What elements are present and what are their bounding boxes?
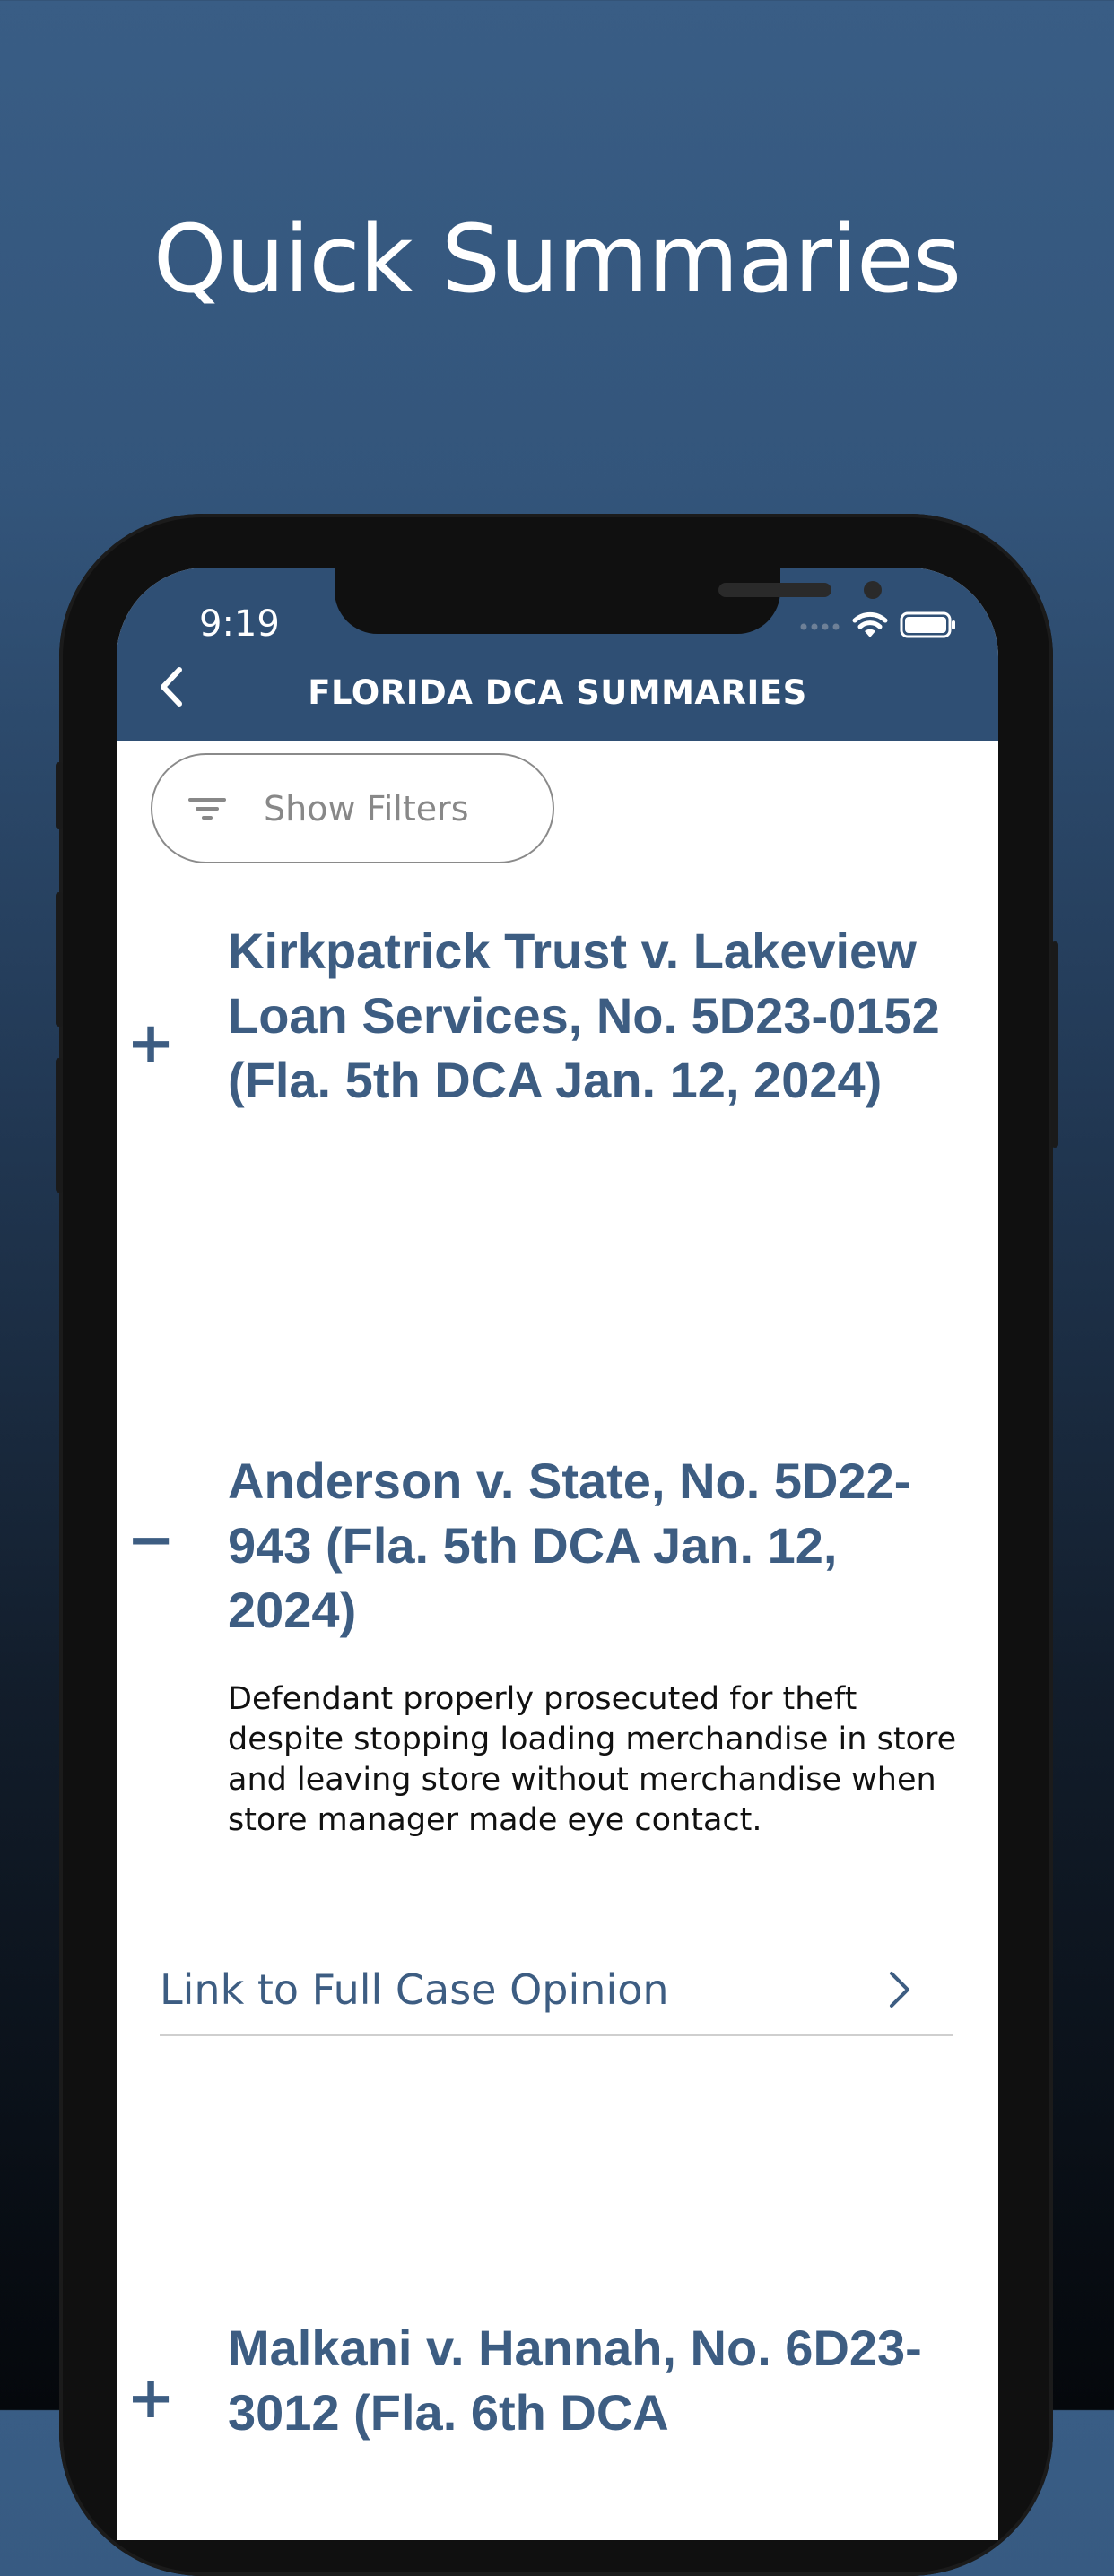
phone-volume-down	[56, 1058, 63, 1193]
wifi-icon	[851, 611, 889, 639]
status-time: 9:19	[199, 603, 280, 645]
front-camera	[864, 581, 882, 599]
case-title[interactable]: Anderson v. State, No. 5D22-943 (Fla. 5th DCA Jan. 12, 2024)	[228, 1453, 911, 1638]
opinion-link-label: Link to Full Case Opinion	[160, 1965, 669, 2014]
expand-toggle[interactable]: +	[126, 1010, 175, 1077]
show-filters-label: Show Filters	[264, 788, 469, 828]
battery-icon	[900, 611, 957, 639]
phone-power-button	[1051, 941, 1058, 1148]
case-summary: Defendant properly prosecuted for theft despite stopping loading merchandise in store and leaving store without merchandise when store manager made eye contact.	[228, 1681, 957, 1838]
app-screen	[117, 568, 998, 2540]
phone-side-button	[56, 762, 63, 829]
expand-toggle[interactable]: +	[126, 2365, 175, 2432]
filter-icon	[187, 791, 228, 827]
case-title[interactable]: Kirkpatrick Trust v. Lakeview Loan Services, No. 5D23-0152 (Fla. 5th DCA Jan. 12, 2024)	[228, 923, 940, 1108]
speaker-grille	[718, 583, 831, 597]
case-title[interactable]: Malkani v. Hannah, No. 6D23-3012 (Fla. 6th DCA	[228, 2320, 922, 2441]
collapse-toggle[interactable]: −	[126, 1507, 175, 1574]
status-icons	[799, 611, 957, 639]
chevron-right-icon	[886, 1968, 913, 2011]
cellular-signal-icon	[799, 619, 840, 631]
marketing-title: Quick Summaries	[152, 204, 962, 314]
full-case-opinion-link[interactable]	[160, 1945, 953, 2036]
nav-title: FLORIDA DCA SUMMARIES	[308, 673, 807, 712]
phone-volume-up	[56, 892, 63, 1027]
phone-notch	[335, 568, 780, 634]
show-filters-button[interactable]	[151, 753, 554, 863]
